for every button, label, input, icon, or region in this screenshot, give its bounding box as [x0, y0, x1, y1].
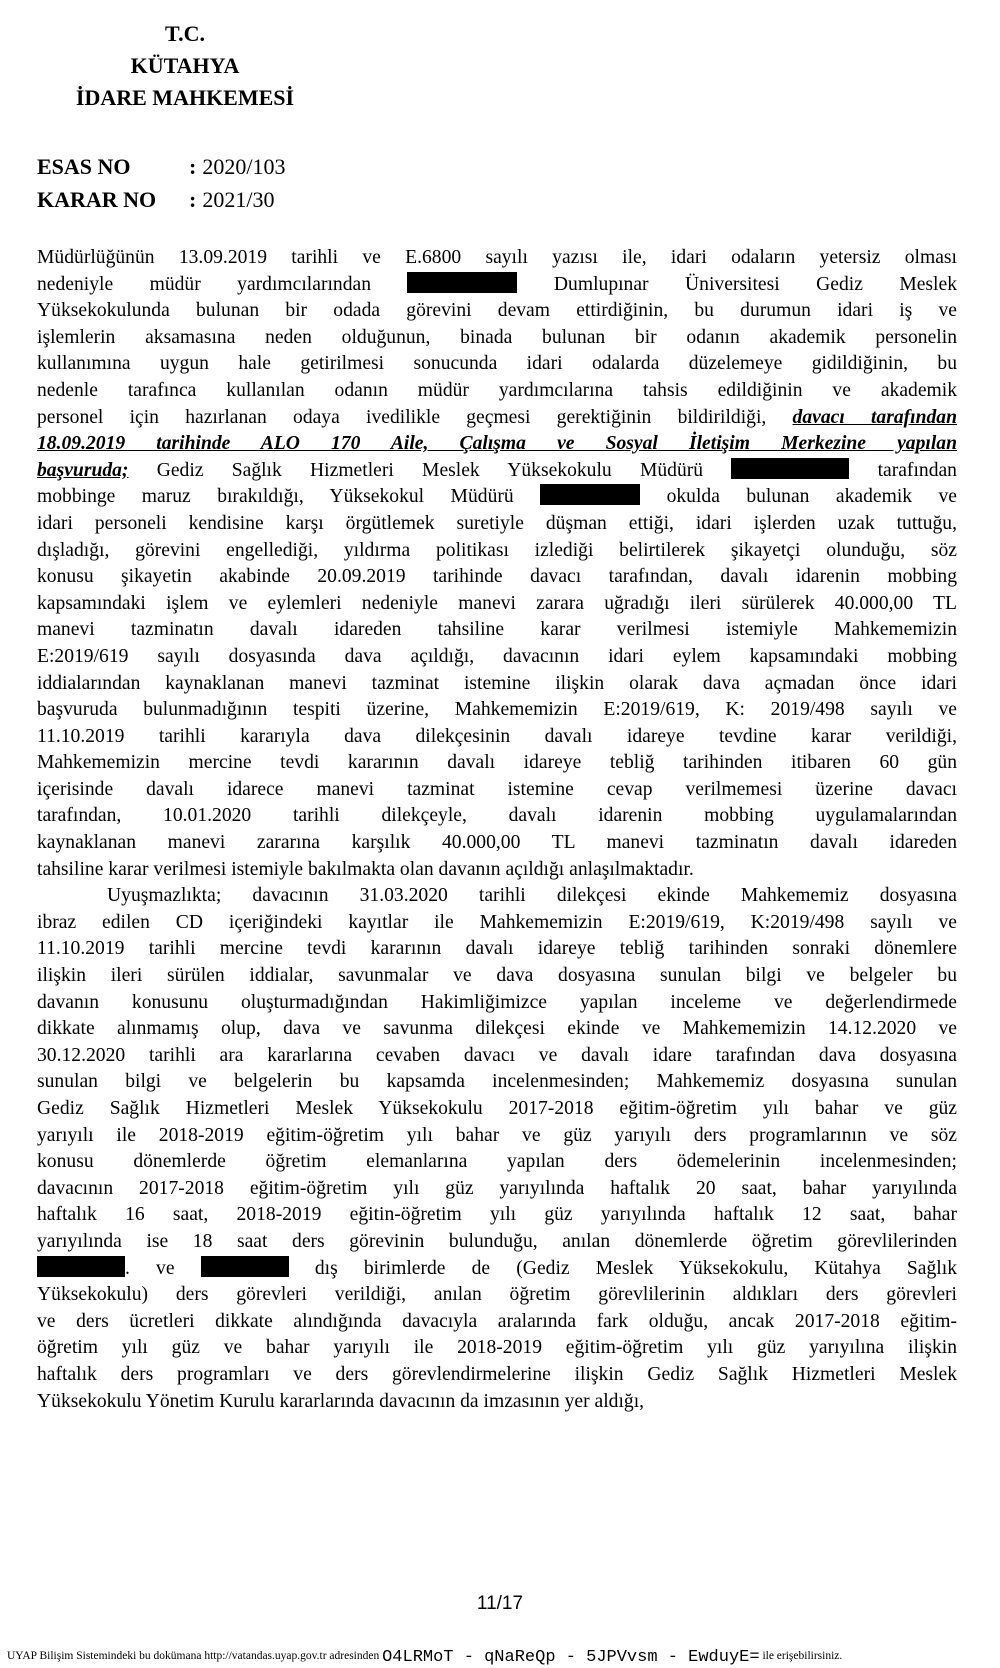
text-line: tahsiline karar verilmesi istemiyle bakılmakta olan davanın açıldığı anlaşılmaktadır.	[37, 858, 694, 880]
court-country: T.C.	[165, 21, 205, 46]
text-line: ilişkin ileri sürülen iddialar, savunmalar ve dava dosyasına sunulan bilgi ve belgeler bu	[37, 965, 957, 987]
karar-row	[37, 183, 285, 216]
text-line: davanın konusunu oluşturmadığından Hakimliğimizce yapılan inceleme ve değerlendirmede	[37, 991, 957, 1013]
text-line: tarafından, 10.01.2020 tarihli dilekçeyle, davalı idarenin mobbing uygulamalarından	[37, 805, 957, 827]
text-line: konusu dönemlerde öğretim elemanlarına yapılan ders ödemelerinin incelenmesinden;	[37, 1151, 957, 1173]
footer	[7, 1648, 842, 1667]
esas-value: 2020/103	[202, 154, 286, 179]
text-line: personel için hazırlanan odaya ivedilikle geçmesi gerektiğinin bildirildiği, davacı tarafından	[37, 406, 958, 428]
esas-colon: :	[189, 154, 197, 179]
paragraph-2	[37, 883, 957, 1415]
text-line: yarıyılı ile 2018-2019 eğitim-öğretim yılı bahar ve güz yarıyılı ders programlarının ve söz	[37, 1124, 957, 1146]
text-line: Yüksekokulu Yönetim Kurulu kararlarında davacının da imzasının yer aldığı,	[37, 1390, 645, 1412]
emphasis-line: 18.09.2019 tarihinde ALO 170 Aile, Çalışma ve Sosyal İletişim Merkezine yapılan	[37, 433, 957, 455]
text-line: Yüksekokulu) ders görevleri verildiği, anılan öğretim görevlilerinin aldıkları ders görevleri	[37, 1284, 957, 1306]
text-line: ve ders ücretleri dikkate alındığında davacıyla aralarında fark olduğu, ancak 2017-2018 eğitim-	[37, 1310, 957, 1332]
footer-text: UYAP Bilişim Sistemindeki bu dokümana http://vatandas.uyap.gov.tr adresinden	[7, 1650, 380, 1662]
text-line: 30.12.2020 tarihli ara kararlarına cevaben davacı ve davalı idare tarafından dava dosyasına	[37, 1044, 957, 1066]
esas-label: ESAS NO	[37, 154, 131, 179]
document-body	[37, 245, 957, 1415]
footer-text-end: ile erişebilirsiniz.	[762, 1650, 843, 1662]
text-line: 11.10.2019 tarihli kararıyla dava dilekçesinin davalı idareye tevdine karar verildiği,	[37, 725, 957, 747]
text-line: konusu şikayetin akabinde 20.09.2019 tarihinde davacı tarafından, davalı idarenin mobbing	[37, 566, 957, 588]
text-line: dikkate alınmamış olup, dava ve savunma dilekçesi ekinde ve Mahkememizin 14.12.2020 ve	[37, 1018, 957, 1040]
redaction-block	[540, 484, 640, 505]
text-line: ibraz edilen CD içeriğindeki kayıtlar ile Mahkememizin E:2019/619, K:2019/498 sayılı ve	[37, 911, 957, 933]
paragraph-1	[37, 245, 957, 883]
text-line: başvuruda bulunmadığının tespiti üzerine, Mahkememizin E:2019/619, K: 2019/498 sayılı ve	[37, 699, 957, 721]
text-line: iddialarından kaynaklanan manevi tazminat istemine ilişkin olarak dava açmadan önce idari	[37, 672, 957, 694]
text-line: Müdürlüğünün 13.09.2019 tarihli ve E.6800 sayılı yazısı ile, idari odaların yetersiz olması	[37, 247, 957, 268]
text-line: sunulan bilgi ve belgelerin bu kapsamda incelenmesinden; Mahkememiz dosyasına sunulan	[37, 1071, 957, 1093]
text-line: yarıyılında ise 18 saat ders görevinin bulunduğu, anılan dönemlerde öğretim görevlilerinden	[37, 1230, 957, 1252]
emphasis-text: başvuruda;	[37, 459, 129, 481]
karar-colon: :	[189, 187, 197, 212]
text-line: Yüksekokulunda bulunan bir odada görevini devam ettirdiğinin, bu durumun idari iş ve	[37, 300, 957, 322]
text-line: manevi tazminatın davalı idareden tahsiline karar verilmesi istemiyle Mahkememizin	[37, 619, 957, 641]
page-number: 11/17	[476, 1593, 524, 1614]
verification-code: O4LRMoT - qNaReQp - 5JPVvsm - EwduyE=	[382, 1648, 760, 1667]
text-line: kullanımına uygun hale getirilmesi sonucunda idari odalarda düzelemeye gidildiğinin, bu	[37, 353, 957, 375]
text-line: Uyuşmazlıkta; davacının 31.03.2020 tarihli dilekçesi ekinde Mahkememiz dosyasına	[107, 885, 957, 907]
text-line: E:2019/619 sayılı dosyasında dava açıldığı, davacının idari eylem kapsamındaki mobbing	[37, 645, 957, 667]
text-line: kaynaklanan manevi zararına karşılık 40.000,00 TL manevi tazminatın davalı idareden	[37, 832, 957, 854]
text-line: dışladığı, görevini engellediği, yıldırma politikası izlediği belirtilerek şikayetçi olunduğu, söz	[37, 539, 957, 561]
text-line: haftalık 16 saat, 2018-2019 eğitin-öğretim yılı güz yarıyılında haftalık 12 saat, bahar	[37, 1204, 957, 1226]
text-line: kapsamındaki işlem ve eylemleri nedeniyle manevi zarara uğradığı ileri sürülerek 40.000,00 TL	[37, 592, 957, 614]
text-line: davacının 2017-2018 eğitim-öğretim yılı güz yarıyılında haftalık 20 saat, bahar yarıyılında	[37, 1177, 957, 1199]
redaction-block	[731, 458, 849, 479]
emphasis-text: davacı tarafından	[792, 406, 958, 428]
court-city: KÜTAHYA	[130, 53, 240, 78]
case-meta	[37, 150, 285, 216]
text-line: Mahkememizin mercine tevdi kararının davalı idareye tebliğ tarihinden itibaren 60 gün	[37, 752, 957, 774]
text-line: başvuruda; Gediz Sağlık Hizmetleri Meslek Yüksekokulu Müdürü tarafından	[37, 459, 957, 481]
redaction-block	[407, 272, 517, 293]
esas-row	[37, 150, 285, 183]
text-line: . ve dış birimlerde de (Gediz Meslek Yüksekokulu, Kütahya Sağlık	[37, 1256, 957, 1283]
text-line: işlemlerin aksamasına neden olduğunun, binada bulunan bir odanın akademik personelin	[37, 326, 957, 348]
text-line: nedenle tarafınca kullanılan odanın müdür yardımcılarına tahsis edildiğinin ve akademik	[37, 379, 957, 401]
redaction-block	[37, 1256, 125, 1277]
text-line: içerisinde davalı idarece manevi tazminat istemine cevap verilmemesi üzerine davacı	[37, 778, 957, 800]
text-line: öğretim yılı güz ve bahar yarıyılı ile 2018-2019 eğitim-öğretim yılı güz yarıyılına ilişkin	[37, 1337, 957, 1359]
karar-value: 2021/30	[202, 187, 275, 212]
text-line: idari personeli kendisine karşı örgütlemek suretiyle düşman ettiği, idari işlerden uzak tuttuğu,	[37, 512, 957, 534]
text-line: mobbinge maruz bırakıldığı, Yüksekokul Müdürü okulda bulunan akademik ve	[37, 486, 957, 508]
karar-label: KARAR NO	[37, 187, 157, 212]
redaction-block	[201, 1256, 289, 1277]
court-header	[60, 18, 310, 114]
text-line: 11.10.2019 tarihli mercine tevdi kararının davalı idareye tebliğ tarihinden sonraki dönemlere	[37, 938, 957, 960]
text-line: nedeniyle müdür yardımcılarından Dumlupınar Üniversitesi Gediz Meslek	[37, 273, 957, 295]
court-name: İDARE MAHKEMESİ	[75, 85, 295, 110]
text-line: haftalık ders programları ve ders görevlendirmelerine ilişkin Gediz Sağlık Hizmetleri Meslek	[37, 1363, 957, 1385]
text-line: Gediz Sağlık Hizmetleri Meslek Yüksekokulu 2017-2018 eğitim-öğretim yılı bahar ve güz	[37, 1098, 957, 1119]
